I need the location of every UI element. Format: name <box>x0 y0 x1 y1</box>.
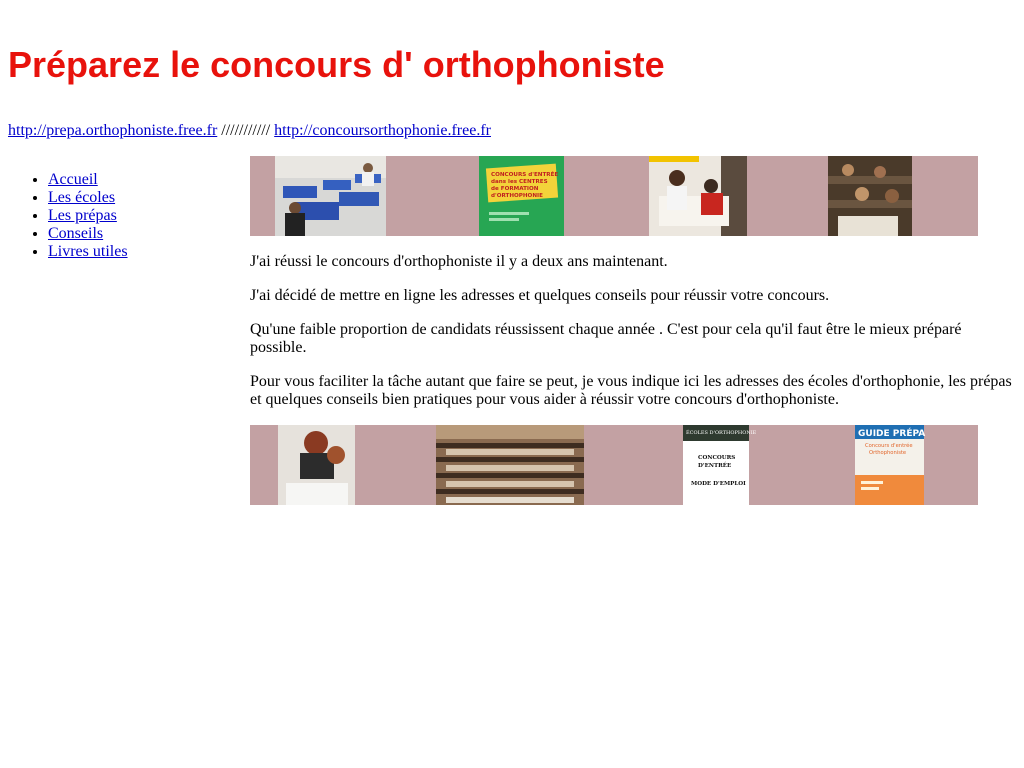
nav-link-conseils[interactable]: Conseils <box>48 225 104 242</box>
site-link-prepa[interactable]: http://prepa.orthophoniste.free.fr <box>8 122 218 139</box>
book3-line1: Concours d'entrée <box>865 443 913 449</box>
sidebar-nav <box>8 171 128 261</box>
nav-item-ecoles <box>48 189 128 207</box>
intro-paragraph-2: J'ai décidé de mettre en ligne les adresses et quelques conseils pour réussir votre concours. <box>250 287 830 304</box>
exam-hall-photo <box>436 425 584 505</box>
book1-line2: dans les CENTRES <box>491 179 548 185</box>
site-link-concours[interactable]: http://concoursorthophonie.free.fr <box>274 122 491 139</box>
page-title: Préparez le concours d' orthophoniste <box>8 44 665 85</box>
book2-header: ÉCOLES D'ORTHOPHONIE <box>686 430 757 436</box>
book-cover-concours-centres <box>479 156 564 236</box>
top-photo-banner <box>250 156 978 236</box>
intro-paragraph-1: J'ai réussi le concours d'orthophoniste il y a deux ans maintenant. <box>250 253 668 270</box>
lecture-hall-photo <box>828 156 912 236</box>
book-cover-guide-prepa <box>855 425 924 505</box>
intro-paragraph-4: Pour vous faciliter la tâche autant que faire se peut, je vous indique ici les adresses des écoles d'orthophonie, les prépas et quelques conseils bien pratiques pour vous aider à réussir votre concours d'orthophoniste. <box>250 373 1012 408</box>
book1-line4: d'ORTHOPHONIE <box>491 193 543 199</box>
main-content <box>250 156 1020 505</box>
tutoring-photo <box>649 156 747 236</box>
links-separator: /////////// <box>217 122 275 139</box>
nav-item-conseils <box>48 225 128 243</box>
book1-line3: de FORMATION <box>491 186 539 192</box>
students-writing-photo <box>278 425 355 505</box>
book-cover-ecoles-orthophonie <box>683 425 757 505</box>
nav-item-livres <box>48 243 128 261</box>
nav-item-accueil <box>48 171 128 189</box>
exam-room-photo <box>275 156 386 236</box>
book2-line3: MODE D'EMPLOI <box>691 481 746 487</box>
book2-line2: D'ENTRÉE <box>698 463 732 469</box>
nav-link-accueil[interactable]: Accueil <box>48 171 98 188</box>
nav-item-prepas <box>48 207 128 225</box>
site-links <box>8 121 491 140</box>
book1-line1: CONCOURS d'ENTRÉE <box>491 172 559 178</box>
book3-line2: Orthophoniste <box>869 450 907 456</box>
nav-link-prepas[interactable]: Les prépas <box>48 207 117 224</box>
nav-link-ecoles[interactable]: Les écoles <box>48 189 116 206</box>
book3-header: GUIDE PRÉPA <box>858 429 926 439</box>
intro-paragraph-3: Qu'une faible proportion de candidats réussissent chaque année . C'est pour cela qu'il faut être le mieux préparé possible. <box>250 321 962 356</box>
book2-line1: CONCOURS <box>698 455 736 461</box>
bottom-photo-banner <box>250 425 978 505</box>
nav-link-livres[interactable]: Livres utiles <box>48 243 128 260</box>
